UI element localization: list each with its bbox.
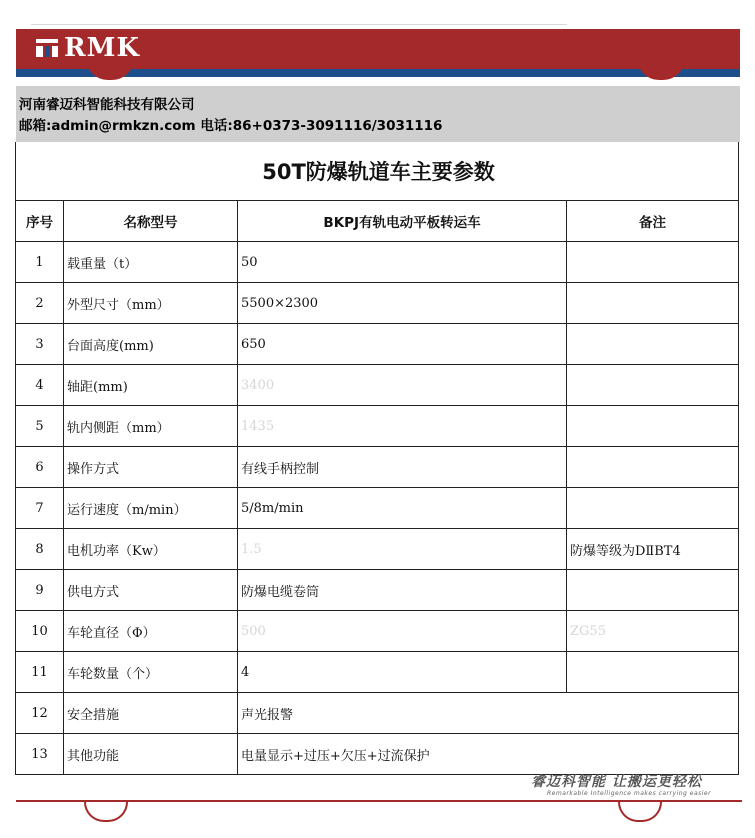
row-name: 供电方式	[64, 570, 238, 611]
company-info-bar	[16, 86, 740, 142]
row-name: 安全措施	[64, 693, 238, 734]
table-row	[16, 693, 739, 734]
row-value: 5/8m/min	[238, 488, 567, 529]
row-note	[567, 283, 739, 324]
table-row	[16, 529, 739, 570]
row-number: 4	[16, 365, 64, 406]
row-name: 车轮数量（个）	[64, 652, 238, 693]
logo-mark-icon	[36, 39, 58, 57]
header-cell-note: 备注	[567, 201, 739, 242]
row-note	[567, 242, 739, 283]
row-value: 有线手柄控制	[238, 447, 567, 488]
row-note	[567, 324, 739, 365]
parameter-table	[15, 142, 739, 775]
row-name: 外型尺寸（mm）	[64, 283, 238, 324]
table-row	[16, 488, 739, 529]
row-number: 10	[16, 611, 64, 652]
row-number: 3	[16, 324, 64, 365]
company-logo	[36, 34, 140, 62]
row-number: 2	[16, 283, 64, 324]
table-header-row	[16, 201, 739, 242]
footer-slogan: 睿迈科智能 让搬运更轻松	[531, 774, 702, 790]
table-row	[16, 570, 739, 611]
company-contact: 邮箱:admin@rmkzn.com 电话:86+0373-3091116/3031116	[19, 118, 443, 134]
row-note	[567, 652, 739, 693]
company-name: 河南睿迈科智能科技有限公司	[19, 97, 195, 113]
row-value: 50	[238, 242, 567, 283]
table-row	[16, 652, 739, 693]
row-value: 电量显示+过压+欠压+过流保护	[238, 734, 739, 775]
row-name: 操作方式	[64, 447, 238, 488]
table-row	[16, 611, 739, 652]
table-title: 50T防爆轨道车主要参数	[16, 142, 739, 201]
row-value: 声光报警	[238, 693, 739, 734]
row-name: 台面高度(mm)	[64, 324, 238, 365]
table-row	[16, 447, 739, 488]
table-row	[16, 283, 739, 324]
row-note: ZG55	[567, 611, 739, 652]
logo-text: RMK	[64, 33, 140, 63]
row-name: 其他功能	[64, 734, 238, 775]
row-value: 5500×2300	[238, 283, 567, 324]
row-note	[567, 488, 739, 529]
row-number: 11	[16, 652, 64, 693]
row-name: 电机功率（Kw）	[64, 529, 238, 570]
footer-arc-right	[618, 802, 662, 822]
row-value: 防爆电缆卷筒	[238, 570, 567, 611]
row-number: 1	[16, 242, 64, 283]
row-value: 500	[238, 611, 567, 652]
table-row	[16, 242, 739, 283]
row-name: 运行速度（m/min）	[64, 488, 238, 529]
footer-arc-left	[84, 802, 128, 822]
row-name: 轴距(mm)	[64, 365, 238, 406]
row-note	[567, 570, 739, 611]
header-cell-model: BKPJ有轨电动平板转运车	[238, 201, 567, 242]
parameter-table-container	[15, 142, 738, 775]
table-row	[16, 406, 739, 447]
table-row	[16, 365, 739, 406]
table-row	[16, 324, 739, 365]
top-divider	[31, 24, 567, 25]
row-number: 9	[16, 570, 64, 611]
footer-slogan-en: Remarkable Intelligence makes carrying easier	[547, 790, 712, 797]
row-value: 1435	[238, 406, 567, 447]
row-note: 防爆等级为DⅡBT4	[567, 529, 739, 570]
header-cell-seq: 序号	[16, 201, 64, 242]
row-value: 3400	[238, 365, 567, 406]
table-row	[16, 734, 739, 775]
row-number: 13	[16, 734, 64, 775]
header-cell-name: 名称型号	[64, 201, 238, 242]
row-value: 1.5	[238, 529, 567, 570]
row-number: 7	[16, 488, 64, 529]
row-name: 载重量（t）	[64, 242, 238, 283]
row-value: 650	[238, 324, 567, 365]
row-number: 8	[16, 529, 64, 570]
row-value: 4	[238, 652, 567, 693]
row-name: 轨内侧距（mm）	[64, 406, 238, 447]
row-number: 12	[16, 693, 64, 734]
row-number: 6	[16, 447, 64, 488]
row-name: 车轮直径（Φ）	[64, 611, 238, 652]
row-note	[567, 406, 739, 447]
row-note	[567, 447, 739, 488]
row-number: 5	[16, 406, 64, 447]
row-note	[567, 365, 739, 406]
